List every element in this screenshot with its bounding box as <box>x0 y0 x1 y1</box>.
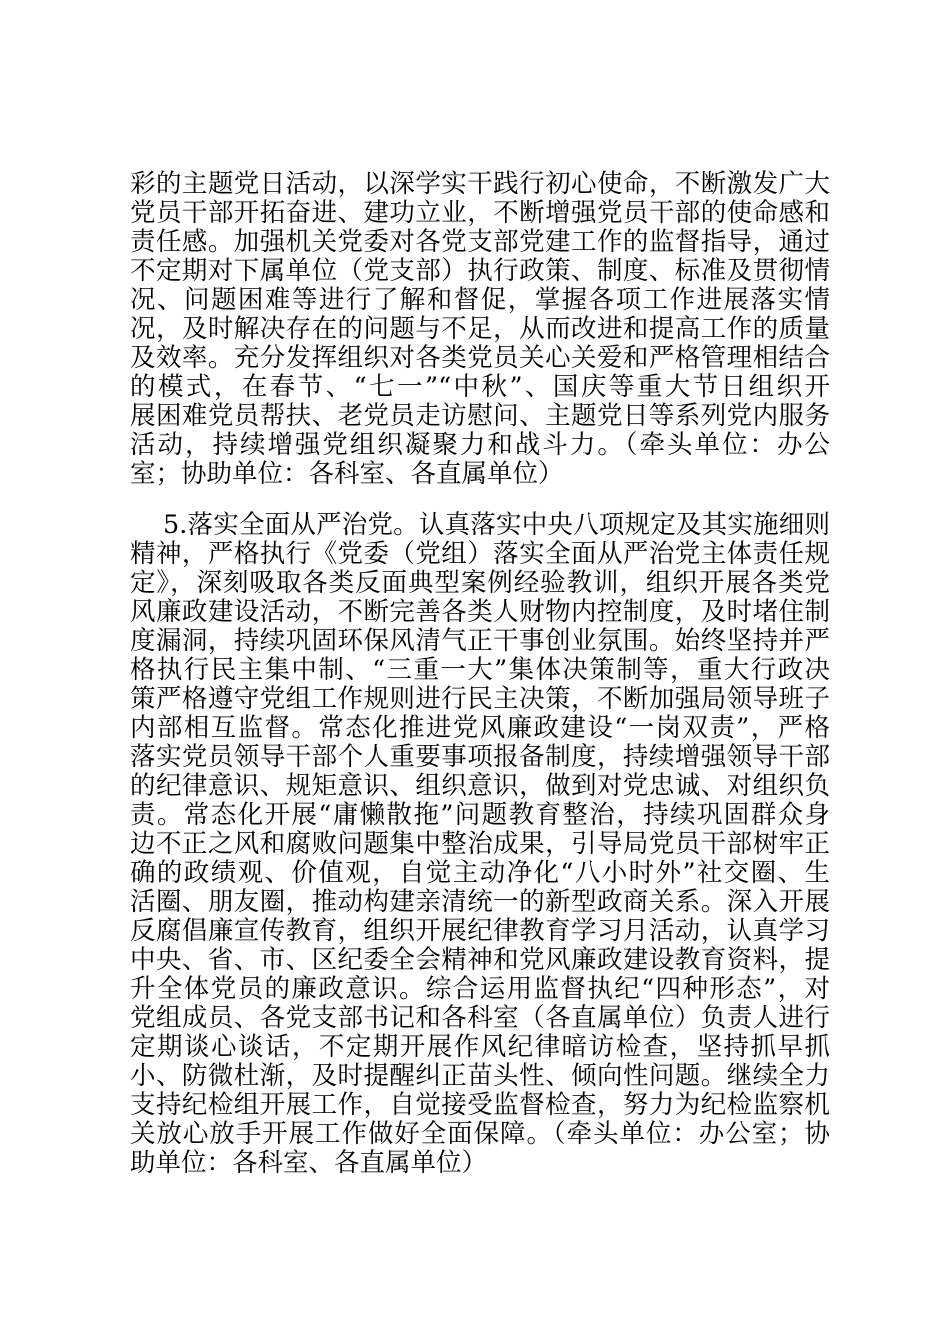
text-line: 室；协助单位：各科室、各直属单位） <box>130 459 564 489</box>
text-line: 党组成员、各党支部书记和各科室（各直属单位）负责人进行 <box>130 1003 830 1033</box>
text-line: 内部相互监督。常态化推进党风廉政建设“一岗双责”，严格 <box>130 713 830 743</box>
text-line: 边不正之风和腐败问题集中整治成果，引导局党员干部树牢正 <box>130 829 830 859</box>
text-line: 助单位：各科室、各直属单位） <box>130 1148 488 1178</box>
text-line: 责。常态化开展“庸懒散拖”问题教育整治，持续巩固群众身 <box>130 800 830 830</box>
text-line: 彩的主题党日活动，以深学实干践行初心使命，不断激发广大 <box>130 169 830 199</box>
text-line: 反腐倡廉宣传教育，组织开展纪律教育学习月活动，认真学习 <box>130 916 830 946</box>
text-line: 及效率。充分发挥组织对各类党员关心关爱和严格管理相结合 <box>130 343 830 373</box>
section-heading-line: 5.落实全面从严治党。认真落实中央八项规定及其实施细则 <box>163 510 830 540</box>
text-line: 的模式，在春节、“七一”“中秋”、国庆等重大节日组织开 <box>130 372 830 402</box>
text-line: 度漏洞，持续巩固环保风清气正干事创业氛围。始终坚持并严 <box>130 626 830 656</box>
text-line: 小、防微杜渐，及时提醒纠正苗头性、倾向性问题。继续全力 <box>130 1061 830 1091</box>
text-line: 升全体党员的廉政意识。综合运用监督执纪“四种形态”，对 <box>130 974 830 1004</box>
text-line: 况、问题困难等进行了解和督促，掌握各项工作进展落实情 <box>130 285 830 315</box>
text-line: 定》，深刻吸取各类反面典型案例经验教训，组织开展各类党 <box>130 568 830 598</box>
text-line: 展困难党员帮扶、老党员走访慰问、主题党日等系列党内服务 <box>130 401 830 431</box>
text-line: 格执行民主集中制、“三重一大”集体决策制等，重大行政决 <box>130 655 830 685</box>
text-line: 责任感。加强机关党委对各党支部党建工作的监督指导，通过 <box>130 227 830 257</box>
text-line: 中央、省、市、区纪委全会精神和党风廉政建设教育资料，提 <box>130 945 830 975</box>
text-line: 精神，严格执行《党委（党组）落实全面从严治党主体责任规 <box>130 539 830 569</box>
text-line: 支持纪检组开展工作，自觉接受监督检查，努力为纪检监察机 <box>130 1090 830 1120</box>
text-line: 确的政绩观、价值观，自觉主动净化“八小时外”社交圈、生 <box>130 858 830 888</box>
paragraph-strict-governance <box>130 511 830 1178</box>
text-line: 策严格遵守党组工作规则进行民主决策，不断加强局领导班子 <box>130 684 830 714</box>
text-line: 的纪律意识、规矩意识、组织意识，做到对党忠诚、对组织负 <box>130 771 830 801</box>
text-line: 活圈、朋友圈，推动构建亲清统一的新型政商关系。深入开展 <box>130 887 830 917</box>
text-line: 活动，持续增强党组织凝聚力和战斗力。（牵头单位：办公 <box>130 430 830 460</box>
text-line: 况，及时解决存在的问题与不足，从而改进和提高工作的质量 <box>130 314 830 344</box>
text-line: 风廉政建设活动，不断完善各类人财物内控制度，及时堵住制 <box>130 597 830 627</box>
text-line: 不定期对下属单位（党支部）执行政策、制度、标准及贯彻情 <box>130 256 830 286</box>
paragraph-party-activities <box>130 170 830 489</box>
text-line: 落实党员领导干部个人重要事项报备制度，持续增强领导干部 <box>130 742 830 772</box>
text-line: 定期谈心谈话，不定期开展作风纪律暗访检查，坚持抓早抓 <box>130 1032 830 1062</box>
text-line: 党员干部开拓奋进、建功立业，不断增强党员干部的使命感和 <box>130 198 830 228</box>
text-line: 关放心放手开展工作做好全面保障。（牵头单位：办公室；协 <box>130 1119 830 1149</box>
